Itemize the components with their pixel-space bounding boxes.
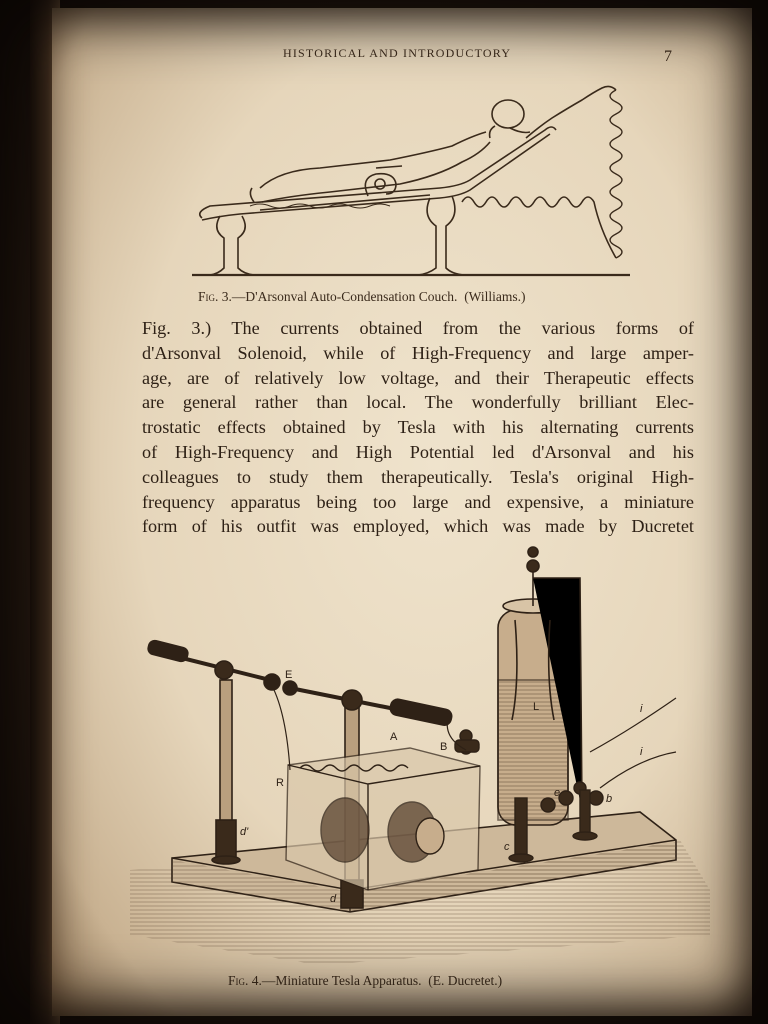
figure-4-caption-credit: (E. Ducretet.) — [428, 973, 503, 988]
paragraph-line: of High-Frequency and High Potential led d'Arsonval and his — [142, 441, 694, 462]
label-R: R — [276, 777, 284, 789]
label-A: A — [390, 731, 398, 743]
label-d: d — [330, 893, 337, 905]
figure-3-caption-text: —D'Arsonval Auto-Condensation Couch. — [231, 289, 458, 304]
paragraph-line: Fig. 3.) The currents obtained from the various forms of — [142, 318, 694, 338]
page-number: 7 — [664, 48, 672, 65]
leyden-jar — [498, 547, 582, 825]
label-d-prime: d' — [240, 826, 249, 838]
body-paragraph — [142, 316, 694, 539]
figure-4-caption — [228, 973, 502, 989]
figure-3-caption — [198, 289, 526, 305]
label-b: b — [606, 793, 613, 805]
paragraph-line: d'Arsonval Solenoid, while of High-Frequency and large amper- — [142, 342, 694, 363]
paragraph-line: are general rather than local. The wonderfully brilliant Elec- — [142, 392, 694, 413]
left-discharger-standard — [147, 639, 280, 864]
figure-4-tesla-apparatus-illustration — [120, 540, 720, 970]
induction-coil-box — [286, 748, 480, 890]
figure-4-caption-label: Fig. 4. — [228, 973, 262, 988]
running-head: HISTORICAL AND INTRODUCTORY — [283, 46, 512, 60]
paragraph-line: age, are of relatively low voltage, and their Therapeutic effects — [142, 367, 694, 388]
label-c: c — [504, 841, 510, 853]
paragraph-line: colleagues to study them therapeutically. Tesla's original High- — [142, 466, 694, 487]
paragraph-line: trostatic effects obtained by Tesla with his alternating currents — [142, 417, 694, 438]
label-i-lower: i — [640, 746, 643, 758]
label-i-upper: i — [640, 703, 643, 715]
figure-3-caption-credit: (Williams.) — [464, 289, 526, 304]
label-B: B — [440, 741, 448, 753]
label-E: E — [285, 669, 293, 681]
paragraph-line: form of his outfit was employed, which was made by Ducretet — [142, 516, 694, 537]
label-L: L — [533, 701, 540, 713]
figure-3-couch-illustration — [190, 70, 640, 285]
figure-3-caption-label: Fig. 3. — [198, 289, 232, 304]
figure-4-caption-text: —Miniature Tesla Apparatus. — [261, 973, 422, 988]
label-e: e — [554, 787, 561, 799]
paragraph-line: frequency apparatus being too large and expensive, a miniature — [142, 491, 694, 512]
